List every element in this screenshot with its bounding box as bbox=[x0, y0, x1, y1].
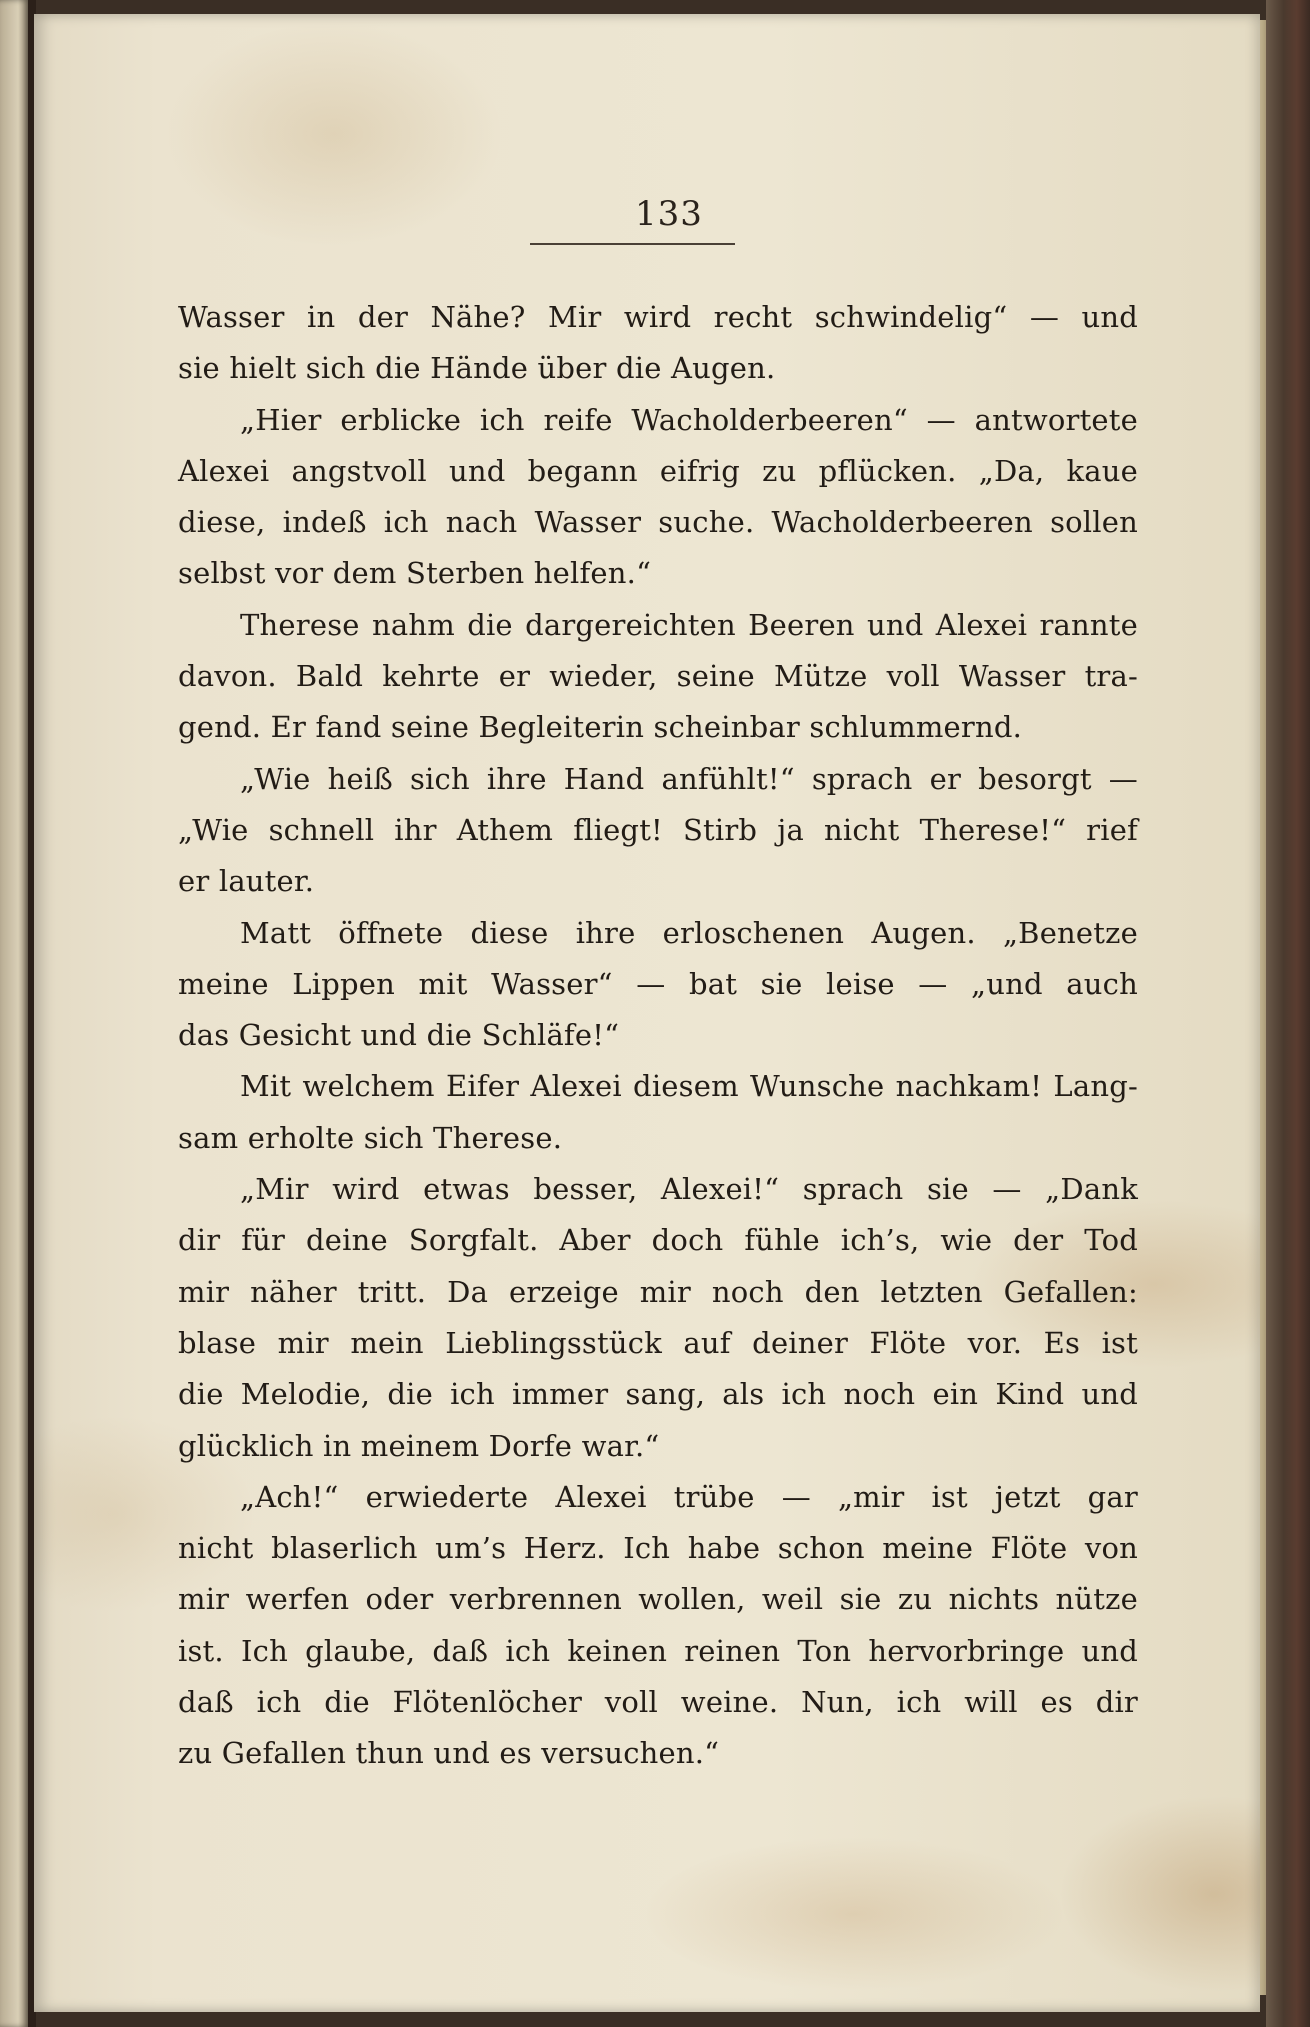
text-line: Therese nahm die dargereichten Beeren und Alexei rannte bbox=[240, 607, 1138, 642]
book-cover-edge bbox=[1266, 0, 1310, 2027]
text-line: mir werfen oder verbrennen wollen, weil sie zu nichts nütze bbox=[178, 1582, 1138, 1617]
body-text bbox=[178, 292, 1138, 1780]
text-line: das Gesicht und die Schläfe!“ bbox=[178, 1018, 620, 1053]
text-line: Wasser in der Nähe? Mir wird recht schwindelig“ — und bbox=[178, 300, 1138, 334]
text-line: sie hielt sich die Hände über die Augen. bbox=[178, 351, 776, 386]
text-line: ist. Ich glaube, daß ich keinen reinen Ton hervorbringe und bbox=[178, 1633, 1138, 1668]
text-line: „Hier erblicke ich reife Wacholderbeeren“ — antwortete bbox=[240, 402, 1138, 437]
text-line: er lauter. bbox=[178, 864, 315, 899]
text-line: mir näher tritt. Da erzeige mir noch den letzten Gefallen: bbox=[178, 1274, 1138, 1309]
text-line: selbst vor dem Sterben helfen.“ bbox=[178, 556, 652, 591]
text-line: Matt öffnete diese ihre erloschenen Augen. „Benetze bbox=[240, 915, 1138, 950]
text-line: Alexei angstvoll und begann eifrig zu pflücken. „Da, kaue bbox=[178, 453, 1138, 488]
text-line: „Wie heiß sich ihre Hand anfühlt!“ sprach er besorgt — bbox=[240, 761, 1138, 796]
text-line: „Mir wird etwas besser, Alexei!“ sprach sie — „Dank bbox=[240, 1172, 1138, 1207]
text-line: dir für deine Sorgfalt. Aber doch fühle ich’s, wie der Tod bbox=[178, 1223, 1138, 1258]
text-line: die Melodie, die ich immer sang, als ich noch ein Kind und bbox=[178, 1377, 1138, 1412]
text-line: nicht blaserlich um’s Herz. Ich habe schon meine Flöte von bbox=[178, 1531, 1138, 1566]
book-page bbox=[34, 14, 1260, 2012]
text-line: meine Lippen mit Wasser“ — bat sie leise — „und auch bbox=[178, 966, 1138, 1001]
left-page-edge bbox=[0, 0, 30, 2027]
text-line: davon. Bald kehrte er wieder, seine Mütze voll Wasser tra- bbox=[178, 659, 1138, 694]
header-rule bbox=[530, 243, 735, 245]
text-line: gend. Er fand seine Begleiterin scheinbar schlummernd. bbox=[178, 710, 1022, 745]
text-line: diese, indeß ich nach Wasser suche. Wacholderbeeren sollen bbox=[178, 505, 1138, 540]
text-line: „Ach!“ erwiederte Alexei trübe — „mir ist jetzt gar bbox=[240, 1479, 1138, 1514]
text-line: Mit welchem Eifer Alexei diesem Wunsche nachkam! Lang- bbox=[240, 1069, 1138, 1104]
text-line: zu Gefallen thun und es versuchen.“ bbox=[178, 1736, 720, 1771]
page-number: 133 bbox=[635, 194, 703, 234]
text-line: daß ich die Flötenlöcher voll weine. Nun, ich will es dir bbox=[178, 1685, 1138, 1720]
text-line: blase mir mein Lieblingsstück auf deiner Flöte vor. Es ist bbox=[178, 1325, 1138, 1360]
text-line: „Wie schnell ihr Athem fliegt! Stirb ja nicht Therese!“ rief bbox=[178, 812, 1138, 847]
text-line: glücklich in meinem Dorfe war.“ bbox=[178, 1428, 660, 1463]
text-line: sam erholte sich Therese. bbox=[178, 1120, 563, 1155]
